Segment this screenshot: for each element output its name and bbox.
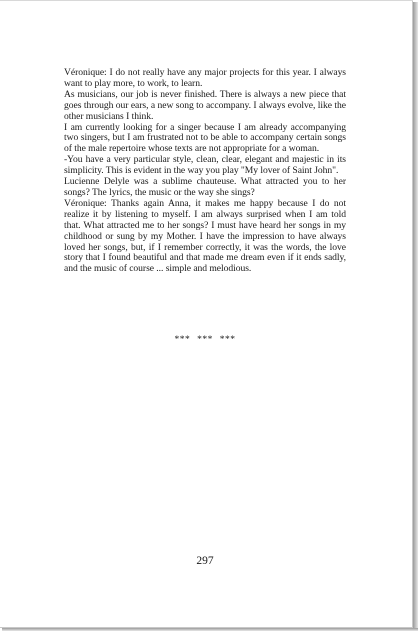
page-shadow-right xyxy=(413,2,418,631)
paragraph-3: I am currently looking for a singer because I am already accompanying two singers, but I am frustrated not to be able to accompany certain songs of the male repertoire whose texts are not appropriate for a woman. xyxy=(64,121,346,155)
page-top-edge xyxy=(0,0,413,1)
section-separator: *** *** *** xyxy=(174,335,236,345)
page-number: 297 xyxy=(196,555,214,567)
paragraph-2: As musicians, our job is never finished. There is always a new piece that goes through our ears, a new song to accompany. I always evolve, like the other musicians I think. xyxy=(64,88,346,122)
paragraph-5: Lucienne Delyle was a sublime chauteuse. What attracted you to her songs? The lyrics, the music or the way she sings? xyxy=(64,176,346,198)
interview-text xyxy=(64,68,346,275)
paragraph-4: -You have a very particular style, clean, clear, elegant and majestic in its simplicity. This is evident in the way you play "My lover of Saint John". xyxy=(64,154,346,177)
paragraph-6: Véronique: Thanks again Anna, it makes me happy because I do not realize it by listening to myself. I am always surprised when I am told that. What attracted me to her songs? I must have heard her songs in my childhood or sung by my Mother. I have the impression to have always loved her songs, but, if I remember correctly, it was the words, the love story that I found beautiful and that made me dream even if it ends sadly, and the music of course ... simple and melodious. xyxy=(64,197,346,275)
paragraph-1: Véronique: I do not really have any major projects for this year. I always want to play more, to work, to learn. xyxy=(64,67,346,89)
